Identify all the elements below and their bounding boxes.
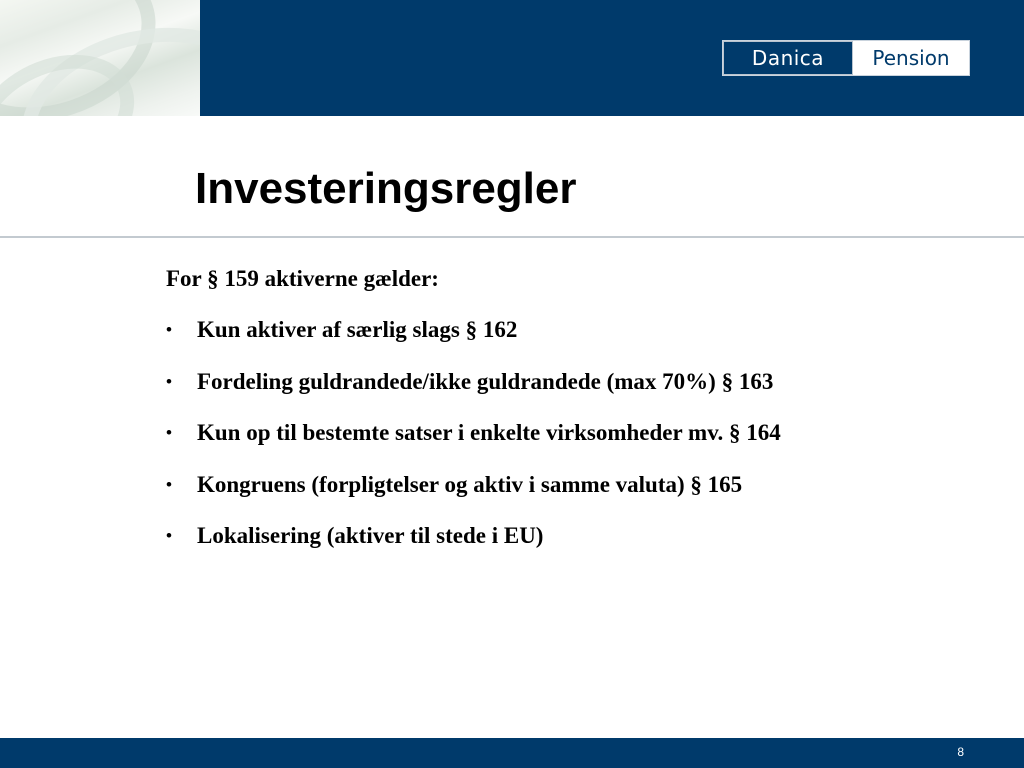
page-number: 8 <box>957 745 964 759</box>
bullet-icon: • <box>166 371 172 391</box>
logo-pension-text: Pension <box>853 41 969 75</box>
bullet-text: Kun aktiver af særlig slags § 162 <box>197 317 518 342</box>
header-decorative-image <box>0 0 200 116</box>
bullet-item <box>166 365 986 399</box>
bullet-item <box>166 519 986 553</box>
bullet-item <box>166 313 986 347</box>
slide-content <box>166 262 986 571</box>
bullet-icon: • <box>166 320 172 339</box>
bullet-icon: • <box>166 423 172 442</box>
title-divider <box>0 236 1024 238</box>
slide-title: Investeringsregler <box>195 164 577 213</box>
bullet-item <box>166 416 986 450</box>
bullet-text: Lokalisering (aktiver til stede i EU) <box>197 523 544 548</box>
bullet-icon: • <box>166 526 172 545</box>
intro-text: For § 159 aktiverne gælder: <box>166 266 439 291</box>
bullet-item <box>166 468 986 502</box>
footer-band <box>0 738 1024 768</box>
bullet-icon: • <box>166 474 172 494</box>
logo-danica-text: Danica <box>723 41 853 75</box>
bullet-text: Fordeling guldrandede/ikke guldrandede (max 70%) § 163 <box>197 368 774 394</box>
bullet-text: Kongruens (forpligtelser og aktiv i samme valuta) § 165 <box>197 471 743 497</box>
bullet-list <box>166 313 986 553</box>
danica-pension-logo <box>722 40 970 76</box>
bullet-text: Kun op til bestemte satser i enkelte virksomheder mv. § 164 <box>197 420 781 445</box>
